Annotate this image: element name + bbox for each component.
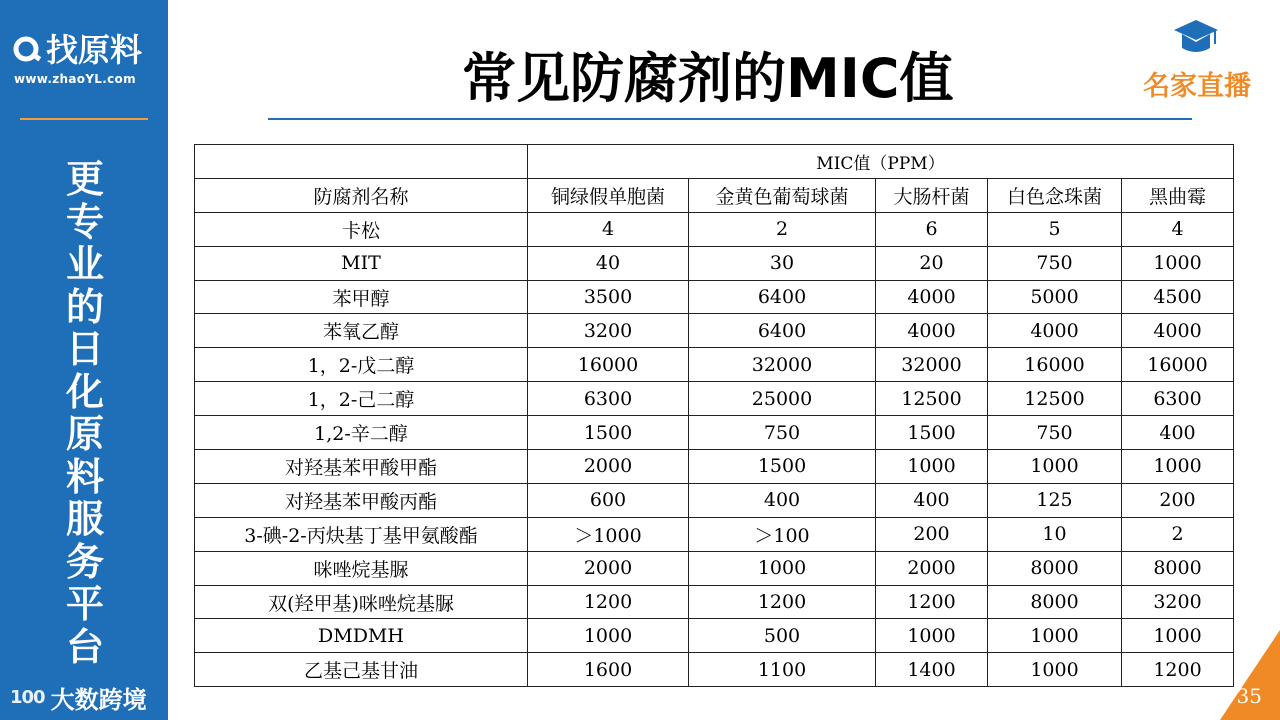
slogan-char: 的: [65, 284, 104, 329]
mic-value-cell: 16000: [528, 348, 689, 382]
title-underline: [268, 118, 1192, 120]
mic-value-cell: 600: [528, 483, 689, 517]
mic-value-cell: 40: [528, 246, 689, 280]
table-row: [195, 653, 1234, 687]
slogan-char: 日: [65, 327, 104, 371]
mic-value-cell: 4500: [1122, 280, 1234, 314]
mic-value-cell: 6400: [689, 280, 876, 314]
preservative-name-cell: 1，2-己二醇: [195, 382, 528, 416]
slogan-char: 料: [65, 454, 104, 499]
mic-value-cell: 1000: [1122, 619, 1234, 653]
mic-value-cell: 10: [988, 517, 1122, 551]
table-row: [195, 450, 1234, 484]
slogan-char: 业: [65, 242, 104, 286]
logo-wordmark: [12, 30, 142, 70]
mic-value-cell: 3200: [528, 314, 689, 348]
mic-table: [194, 144, 1234, 687]
preservative-name-cell: 咪唑烷基脲: [195, 551, 528, 585]
zhaoyl-logo: [12, 30, 162, 90]
brand-mark-icon: 100: [10, 687, 45, 708]
badge-label: 名家直播: [1143, 71, 1251, 102]
footer-brand: [10, 680, 147, 715]
preservative-name-cell: 对羟基苯甲酸丙酯: [195, 483, 528, 517]
preservative-name-cell: 卡松: [195, 212, 528, 246]
mic-value-cell: 8000: [988, 551, 1122, 585]
table-row: [195, 483, 1234, 517]
mic-value-cell: 5: [988, 212, 1122, 246]
mic-value-cell: 400: [876, 483, 988, 517]
table-group-header-row: [195, 145, 1234, 179]
mic-value-cell: ＞100: [689, 517, 876, 551]
preservative-name-cell: 1,2-辛二醇: [195, 416, 528, 450]
mic-value-cell: 750: [689, 416, 876, 450]
mic-value-cell: 20: [876, 246, 988, 280]
mic-value-cell: 3500: [528, 280, 689, 314]
table-row: [195, 585, 1234, 619]
column-header: 防腐剂名称: [195, 178, 528, 212]
graduation-cap-icon: [1172, 18, 1220, 58]
mic-value-cell: 16000: [1122, 348, 1234, 382]
table-row: [195, 280, 1234, 314]
mic-value-cell: 4000: [876, 280, 988, 314]
mic-value-cell: 2000: [528, 450, 689, 484]
slogan-char: 专: [65, 199, 104, 244]
preservative-name-cell: 苯甲醇: [195, 280, 528, 314]
mic-value-cell: 1000: [1122, 450, 1234, 484]
mic-value-cell: 2: [1122, 517, 1234, 551]
mic-value-cell: 4: [1122, 212, 1234, 246]
mic-value-cell: 1200: [1122, 653, 1234, 687]
table-row: [195, 212, 1234, 246]
slogan-char: 化: [65, 369, 104, 414]
mic-value-cell: 200: [876, 517, 988, 551]
table-row: [195, 416, 1234, 450]
left-sidebar: [0, 0, 168, 720]
table-row: [195, 619, 1234, 653]
mic-value-cell: 25000: [689, 382, 876, 416]
table-row: [195, 382, 1234, 416]
slogan-char: 务: [65, 539, 104, 584]
mic-value-cell: 12500: [876, 382, 988, 416]
mic-value-cell: 1500: [689, 450, 876, 484]
mic-value-cell: 8000: [1122, 551, 1234, 585]
logo-text: 找原料: [46, 31, 143, 69]
mic-value-cell: 1000: [689, 551, 876, 585]
sidebar-slogan: [60, 158, 110, 668]
slogan-char: 平: [65, 582, 104, 626]
mic-value-cell: 1200: [689, 585, 876, 619]
mic-value-cell: 4: [528, 212, 689, 246]
mic-value-cell: 1000: [988, 653, 1122, 687]
mic-value-cell: 1100: [689, 653, 876, 687]
column-header: 金黄色葡萄球菌: [689, 178, 876, 212]
column-header: 铜绿假单胞菌: [528, 178, 689, 212]
mic-value-cell: 1500: [876, 416, 988, 450]
mic-value-cell: 6: [876, 212, 988, 246]
slogan-char: 更: [65, 157, 104, 201]
mic-group-header: MIC值（PPM）: [528, 145, 1234, 179]
slogan-char: 服: [65, 497, 104, 541]
mic-value-cell: 6300: [528, 382, 689, 416]
preservative-name-cell: 对羟基苯甲酸甲酯: [195, 450, 528, 484]
mic-value-cell: 1000: [988, 450, 1122, 484]
mic-value-cell: 4000: [988, 314, 1122, 348]
mic-value-cell: 6300: [1122, 382, 1234, 416]
mic-value-cell: 3200: [1122, 585, 1234, 619]
mic-value-cell: ＞1000: [528, 517, 689, 551]
table-row: [195, 246, 1234, 280]
slogan-char: 台: [65, 624, 104, 669]
mic-value-cell: 6400: [689, 314, 876, 348]
mic-value-cell: 32000: [689, 348, 876, 382]
mic-value-cell: 2000: [876, 551, 988, 585]
mic-value-cell: 12500: [988, 382, 1122, 416]
preservative-name-cell: DMDMH: [195, 619, 528, 653]
preservative-name-cell: MIT: [195, 246, 528, 280]
mic-value-cell: 1000: [528, 619, 689, 653]
mic-value-cell: 1000: [876, 619, 988, 653]
mic-value-cell: 750: [988, 246, 1122, 280]
search-q-icon: [12, 35, 42, 65]
mic-value-cell: 32000: [876, 348, 988, 382]
mic-value-cell: 16000: [988, 348, 1122, 382]
mic-value-cell: 4000: [1122, 314, 1234, 348]
mic-value-cell: 30: [689, 246, 876, 280]
mic-value-cell: 1200: [876, 585, 988, 619]
mic-value-cell: 1000: [988, 619, 1122, 653]
table-row: [195, 314, 1234, 348]
footer-brand-text: 大数跨境: [50, 686, 147, 714]
mic-value-cell: 1500: [528, 416, 689, 450]
preservative-name-cell: 双(羟甲基)咪唑烷基脲: [195, 585, 528, 619]
preservative-name-cell: 1，2-戊二醇: [195, 348, 528, 382]
mic-value-cell: 5000: [988, 280, 1122, 314]
preservative-name-cell: 乙基己基甘油: [195, 653, 528, 687]
mic-value-cell: 500: [689, 619, 876, 653]
slogan-char: 原: [65, 412, 104, 456]
mic-value-cell: 400: [689, 483, 876, 517]
mic-value-cell: 750: [988, 416, 1122, 450]
mic-value-cell: 1400: [876, 653, 988, 687]
mic-value-cell: 8000: [988, 585, 1122, 619]
preservative-name-cell: 3-碘-2-丙炔基丁基甲氨酸酯: [195, 517, 528, 551]
mic-value-cell: 2: [689, 212, 876, 246]
mic-value-cell: 200: [1122, 483, 1234, 517]
page-number: 35: [1236, 684, 1262, 708]
page-title: 常见防腐剂的MIC值: [462, 47, 954, 110]
table-row: [195, 348, 1234, 382]
table-row: [195, 517, 1234, 551]
table-row: [195, 551, 1234, 585]
mic-value-cell: 400: [1122, 416, 1234, 450]
table-corner-cell: [195, 145, 528, 179]
preservative-name-cell: 苯氧乙醇: [195, 314, 528, 348]
mic-value-cell: 1000: [1122, 246, 1234, 280]
mic-value-cell: 125: [988, 483, 1122, 517]
sidebar-divider: [20, 118, 148, 120]
expert-live-badge: [1132, 18, 1262, 102]
mic-value-cell: 1000: [876, 450, 988, 484]
column-header: 黑曲霉: [1122, 178, 1234, 212]
mic-value-cell: 1200: [528, 585, 689, 619]
logo-url: www.zhaoYL.com: [14, 72, 136, 86]
mic-value-cell: 2000: [528, 551, 689, 585]
table-header-row: [195, 178, 1234, 212]
mic-value-cell: 4000: [876, 314, 988, 348]
column-header: 大肠杆菌: [876, 178, 988, 212]
column-header: 白色念珠菌: [988, 178, 1122, 212]
mic-value-cell: 1600: [528, 653, 689, 687]
